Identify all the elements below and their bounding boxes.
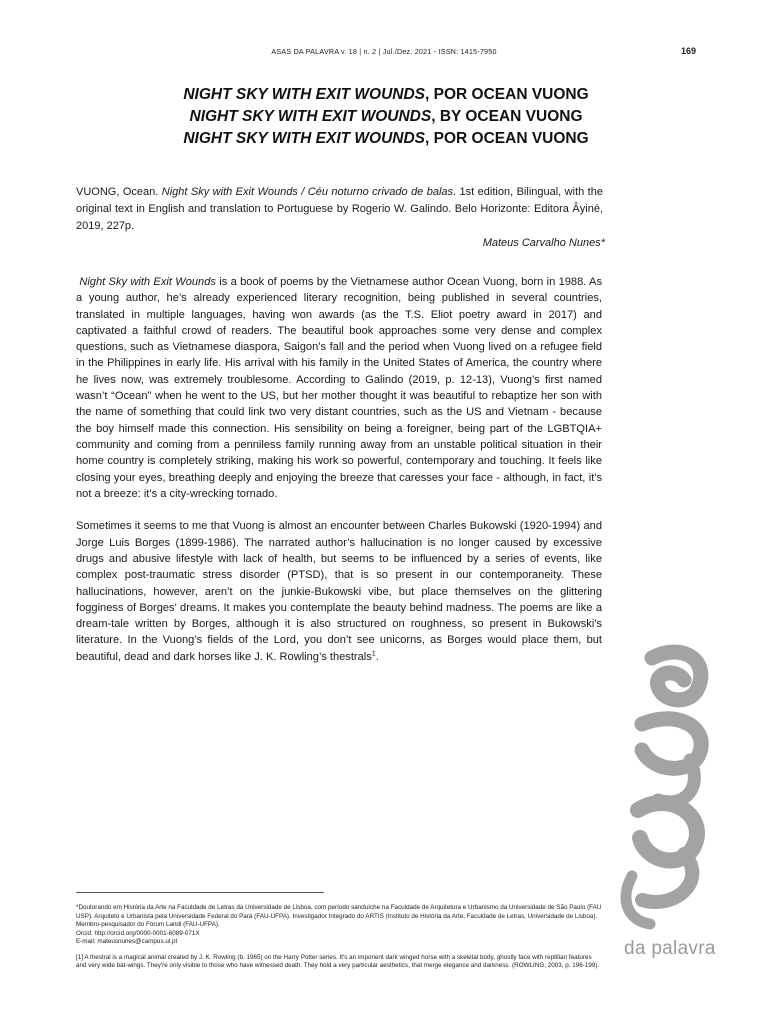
review-author: Mateus Carvalho Nunes* (482, 237, 605, 249)
title-rest: , POR OCEAN VUONG (425, 130, 589, 147)
paragraph-1-book-title: Night Sky with Exit Wounds (79, 276, 216, 288)
running-header: ASAS DA PALAVRA v. 18 | n. 2 | Jul./Dez. 2021 - ISSN: 1415-7950 (271, 47, 497, 56)
author-email: E-mail: mateusnunes@campus.ul.pt (76, 938, 178, 945)
paragraph-2-end: . (375, 650, 379, 663)
paragraph-2 (76, 518, 602, 665)
title-italic: NIGHT SKY WITH EXIT WOUNDS (183, 130, 426, 147)
footnotes (76, 904, 603, 971)
reference-prefix: VUONG, Ocean. (76, 186, 162, 198)
footnote-marker[interactable]: 1 (371, 650, 376, 658)
paragraph-1 (76, 274, 602, 502)
paragraph-2-text: Sometimes it seems to me that Vuong is almost an encounter between Charles Bukowski (1920-1994) and Jorge Luis Borges (1899-1986). The narrated author’s hallucination is no longer caused by excessive drugs and abusive lifestyle with lack of health, but seems to be influenced by a series of events, like complex post-traumatic stress disorder (PTSD), that is so present in our contemporaneity. These hallucinations, however, aren’t on the junkie-Bukowski vibe, but place themselves on the glittering fogginess of Borges' dreams. It makes you contemplate the beauty behind madness. The poems are like a dream-tale written by Borges, although it is also structured on roughness, so present in Bukowski's literature. In the Vuong’s fields of the Lord, you don’t see unicorns, as Borges would place them, but beautiful, dead and dark horses like J. K. Rowling’s thestrals (76, 520, 602, 663)
title-rest: , POR OCEAN VUONG (425, 86, 589, 103)
article-body (76, 274, 602, 681)
asas-logo-icon (612, 640, 722, 930)
title-block (0, 84, 768, 150)
title-portuguese-2 (0, 128, 768, 150)
title-portuguese (0, 84, 768, 106)
logo-text: da palavra (624, 938, 716, 959)
bibliographic-reference (76, 184, 603, 235)
author-footnote: *Doutorando em História da Arte na Faculdade de Letras da Universidade de Lisboa, com período sanduíche na Faculdade de Arquitetura e Urbanismo da Universidade de São Paulo (FAU USP). Arquiteto e Urbanista pela Universidade Federal do Pará (FAU-UFPA). Investigador Integrado do ARTIS (Instituto de História da Arte, Faculdade de Letras, Universidade de Lisboa). Membro-pesquisador do Fórum Landi (FAU-UFPA). (76, 904, 602, 928)
title-rest: , BY OCEAN VUONG (431, 108, 583, 125)
reference-book-title: Night Sky with Exit Wounds / Céu noturno crivado de balas (161, 186, 454, 198)
title-italic: NIGHT SKY WITH EXIT WOUNDS (183, 86, 426, 103)
footnote-1: [1] A thestral is a magical animal created by J. K. Rowling (b. 1965) on the Harry Potter series. It's an imponent dark winged horse with a skeletal body, ghostly face with reptilian features and very wide bat-wings. They're only visible to those who have witnessed death. They hold a very particular aesthetics, that merge elegance and darkness. (ROWLING, 2003, p. 196-199). (76, 953, 600, 969)
paragraph-1-text: is a book of poems by the Vietnamese author Ocean Vuong, born in 1988. As a young author, he’s already experienced literary recognition, being published in several countries, translated in multiple languages, having won awards (as the T.S. Eliot poetry award in 2017) and captivated a faithful crowd of readers. The beautiful book approaches some very dense and complex questions, such as Vietnamese diaspora, Saigon’s fall and the period when Vuong lived on a refugee field in the Philippines in early life. His arrival with his family in the United States of America, the country where he lives now, was extremely troublesome. According to Galindo (2019, p. 12-13), Vuong’s first named wasn’t “Ocean" when he went to the US, but her mother thought it was beautiful to rebaptize her son with the name of something that could link two very distant countries, such as the US and Vietnam - because the boy himself made this connection. His sensibility on being a foreigner, being part of the LGBTQIA+ community and coming from a penniless family running away from an unstable political situation in their home country is completely striking, making his work so powerful, contemporary and touching. It feels like closing your eyes, breathing deeply and enjoying the breeze that caresses your face - although, in fact, it's not a breeze: it’s a city-wrecking tornado. (76, 276, 602, 500)
footnote-divider (76, 892, 324, 893)
author-orcid: Orcid: http://orcid.org/0000-0001-6089-071X (76, 929, 200, 937)
reference-details: . 1st edition, Bilingual, with the original text in English and translation to Portuguese by Rogerio W. Galindo. Belo Horizonte: Editora Âyiné, 2019, 227p. (76, 186, 603, 232)
title-italic: NIGHT SKY WITH EXIT WOUNDS (189, 108, 432, 125)
page-number: 169 (680, 46, 696, 56)
title-english (0, 106, 768, 128)
